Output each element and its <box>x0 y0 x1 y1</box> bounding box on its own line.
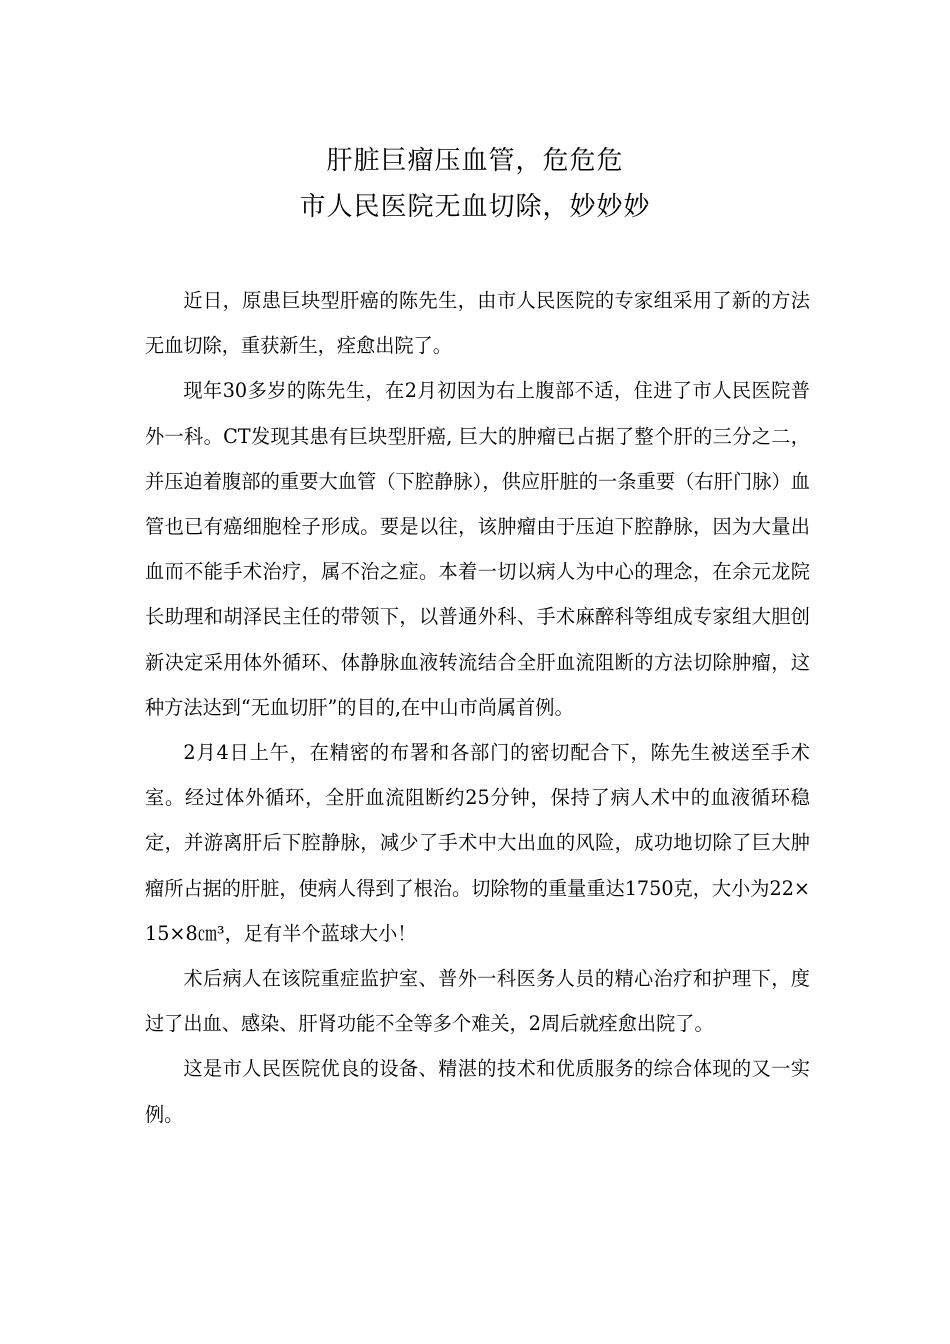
headline-line-1: 肝脏巨瘤压血管，危危危 <box>326 146 624 176</box>
paragraph-intro: 近日，原患巨块型肝癌的陈先生，由市人民医院的专家组采用了新的方法无血切除，重获新生，痊愈出院了。 <box>145 289 810 358</box>
paragraph-recovery: 术后病人在该院重症监护室、普外一科医务人员的精心治疗和护理下，度过了出血、感染、肝肾功能不全等多个难关，2周后就痊愈出院了。 <box>145 967 810 1036</box>
paragraph-conclusion: 这是市人民医院优良的设备、精湛的技术和优质服务的综合体现的又一实例。 <box>145 1057 810 1126</box>
article-body <box>145 278 810 1137</box>
headline-line-2: 市人民医院无血切除，妙妙妙 <box>299 192 651 222</box>
headline <box>0 138 950 230</box>
paragraph-background: 现年30多岁的陈先生，在2月初因为右上腹部不适，住进了市人民医院普外一科。CT发现其患有巨块型肝癌, 巨大的肿瘤已占据了整个肝的三分之二，并压迫着腹部的重要大血管（下腔静脉），供应肝脏的一条重要（右肝门脉）血管也已有癌细胞栓子形成。要是以往，该肿瘤由于压迫下腔静脉，因为大量出血而不能手术治疗，属不治之症。本着一切以病人为中心的理念，在余元龙院长助理和胡泽民主任的带领下，以普通外科、手术麻醉科等组成专家组大胆创新决定采用体外循环、体静脉血液转流结合全肝血流阻断的方法切除肿瘤，这种方法达到“无血切肝”的目的,在中山市尚属首例。 <box>145 379 810 719</box>
paragraph-surgery: 2月4日上午，在精密的布署和各部门的密切配合下，陈先生被送至手术室。经过体外循环，全肝血流阻断约25分钟，保持了病人术中的血液循环稳定，并游离肝后下腔静脉，减少了手术中大出血的风险，成功地切除了巨大肿瘤所占据的肝脏，使病人得到了根治。切除物的重量重达1750克，大小为22×15×8㎝³，足有半个蓝球大小！ <box>145 741 810 945</box>
